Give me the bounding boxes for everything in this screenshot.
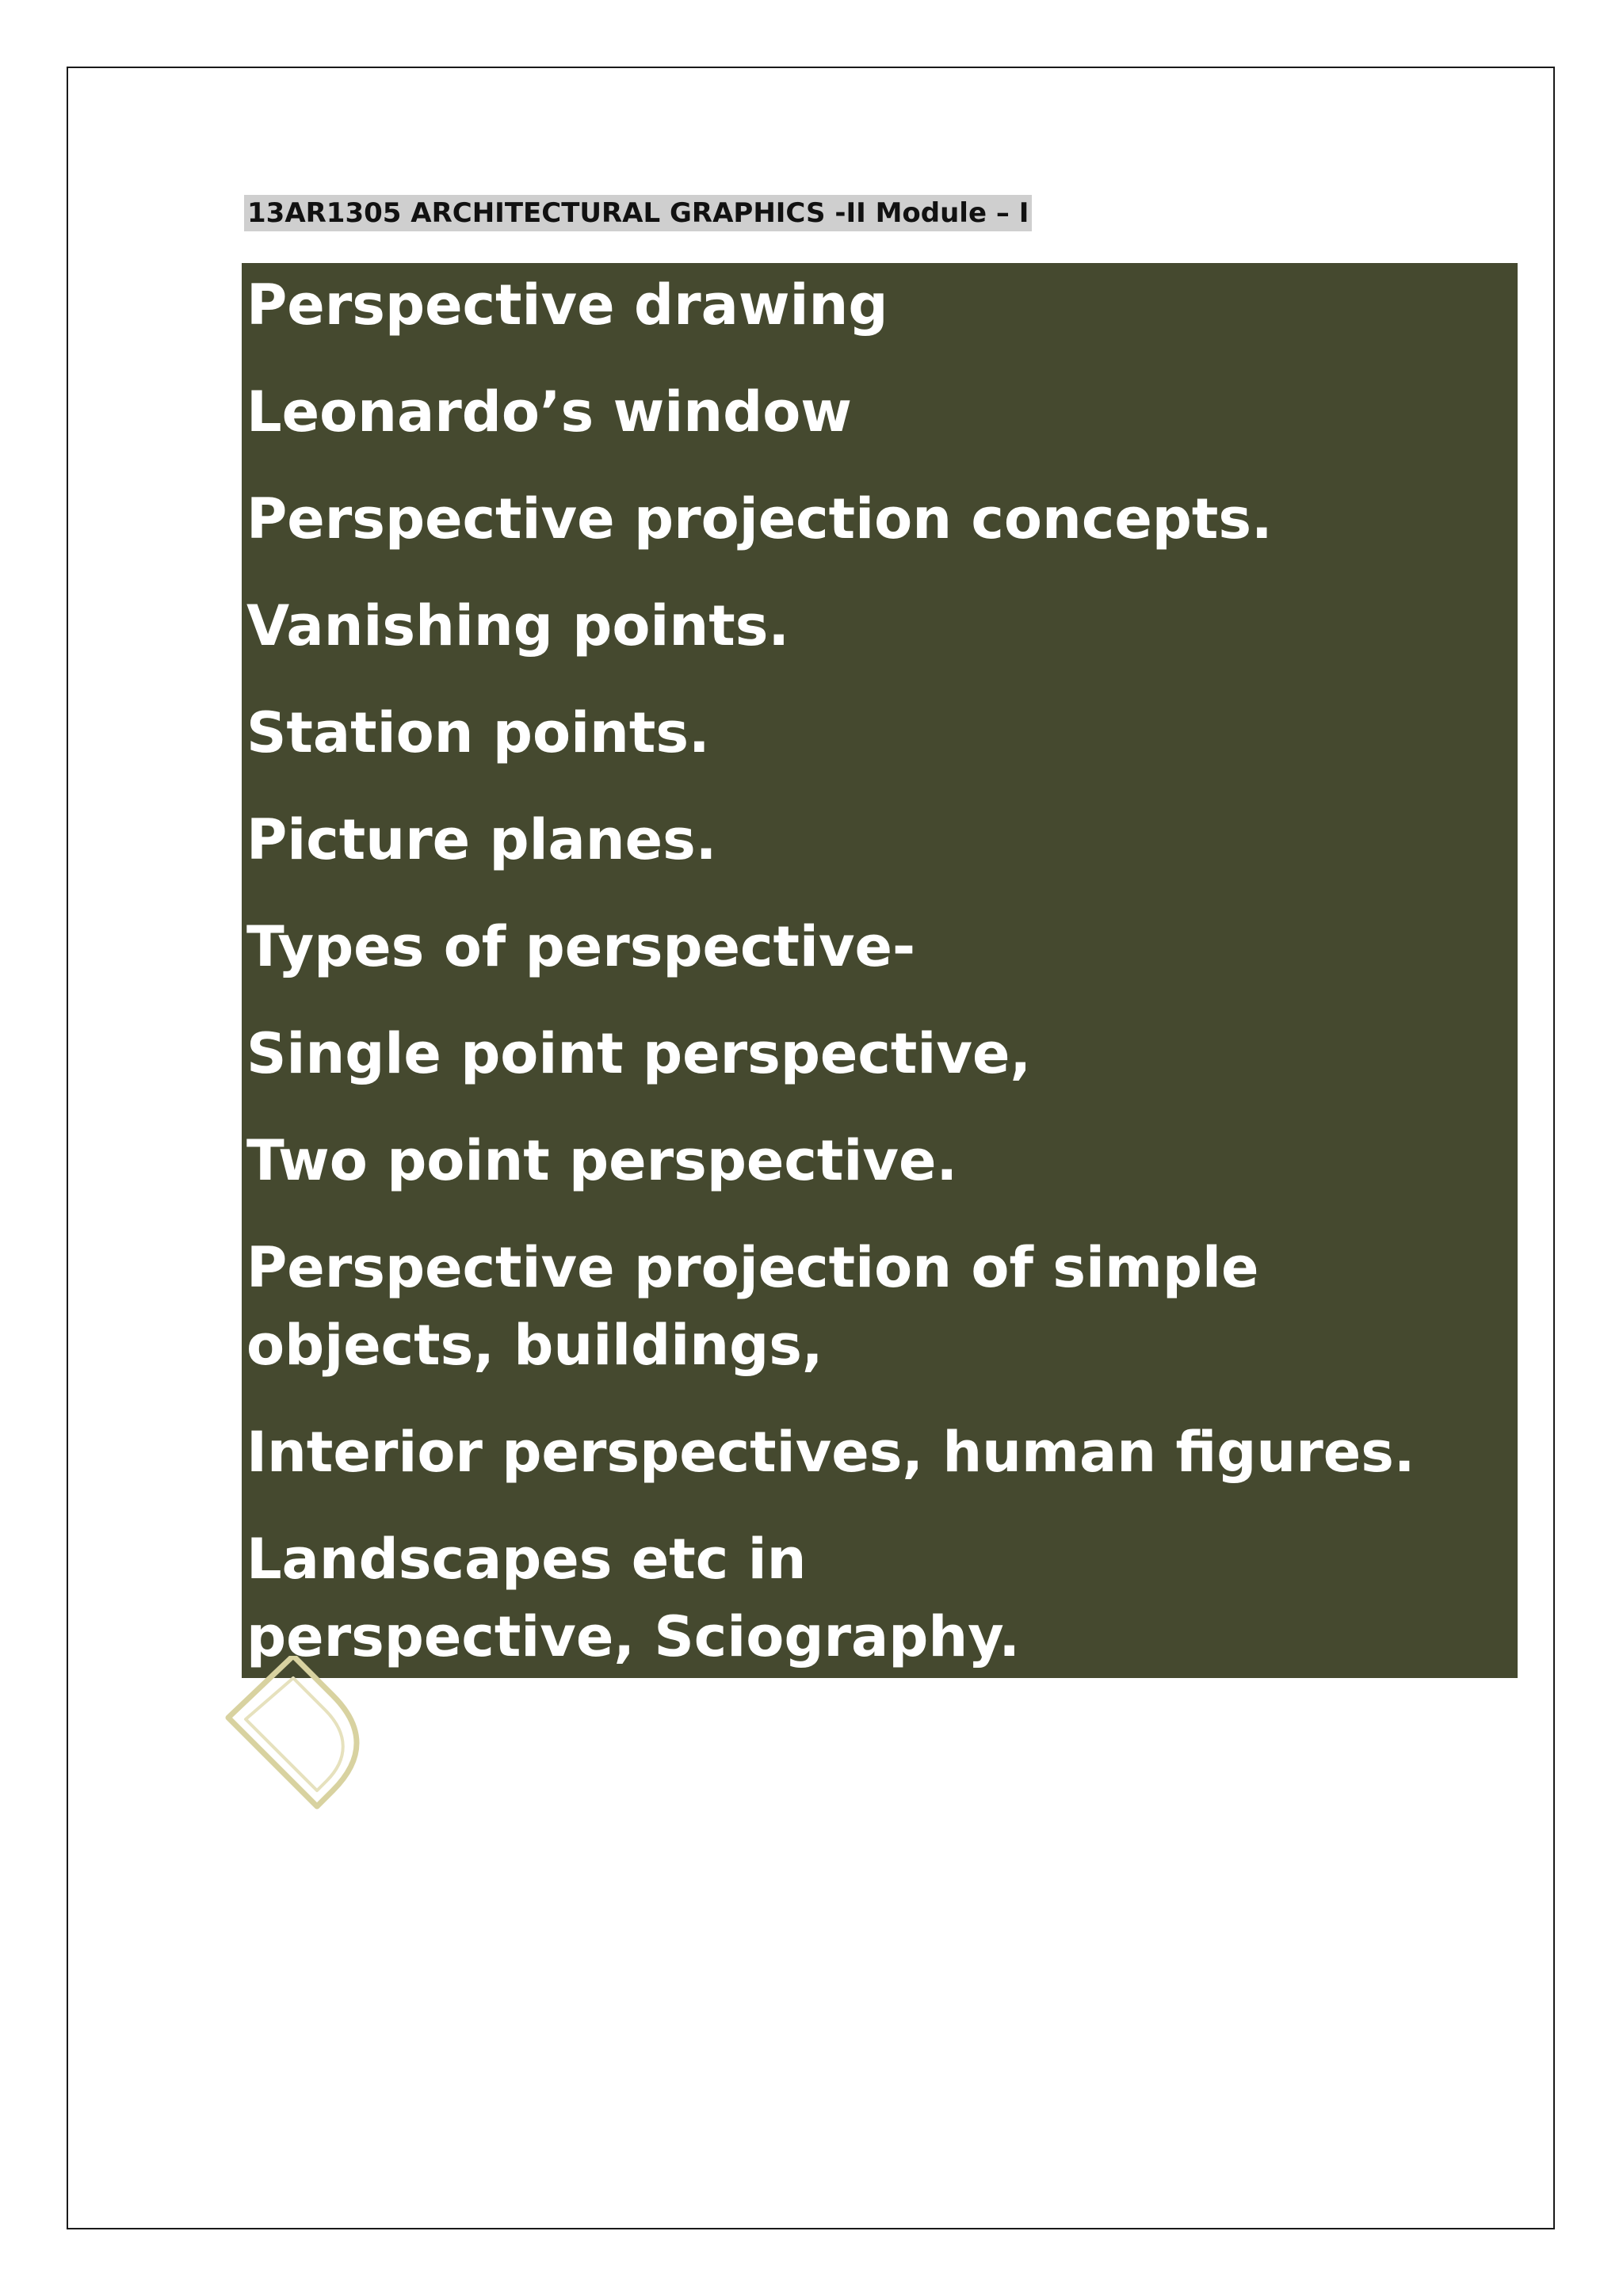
topic-item: Perspective drawing <box>246 273 888 338</box>
topic-item: Types of perspective- <box>246 914 916 979</box>
topic-item: Perspective projection of simple objects, buildings, <box>246 1235 1259 1378</box>
topic-item: Station points. <box>246 700 710 765</box>
topic-item: Leonardo’s window <box>246 379 852 444</box>
topic-item: Two point perspective. <box>246 1128 958 1193</box>
topic-item: Landscapes etc in perspective, Sciography. <box>246 1527 1020 1669</box>
topic-item: Picture planes. <box>246 807 717 872</box>
topic-box <box>242 263 1518 1678</box>
topic-item: Perspective projection concepts. <box>246 486 1273 551</box>
course-header: 13AR1305 ARCHITECTURAL GRAPHICS -II Module – I <box>244 195 1032 231</box>
topic-item: Single point perspective, <box>246 1021 1032 1086</box>
topic-item: Interior perspectives, human figures. <box>246 1420 1415 1485</box>
topic-item: Vanishing points. <box>246 593 789 658</box>
topic-list <box>242 266 1518 1676</box>
